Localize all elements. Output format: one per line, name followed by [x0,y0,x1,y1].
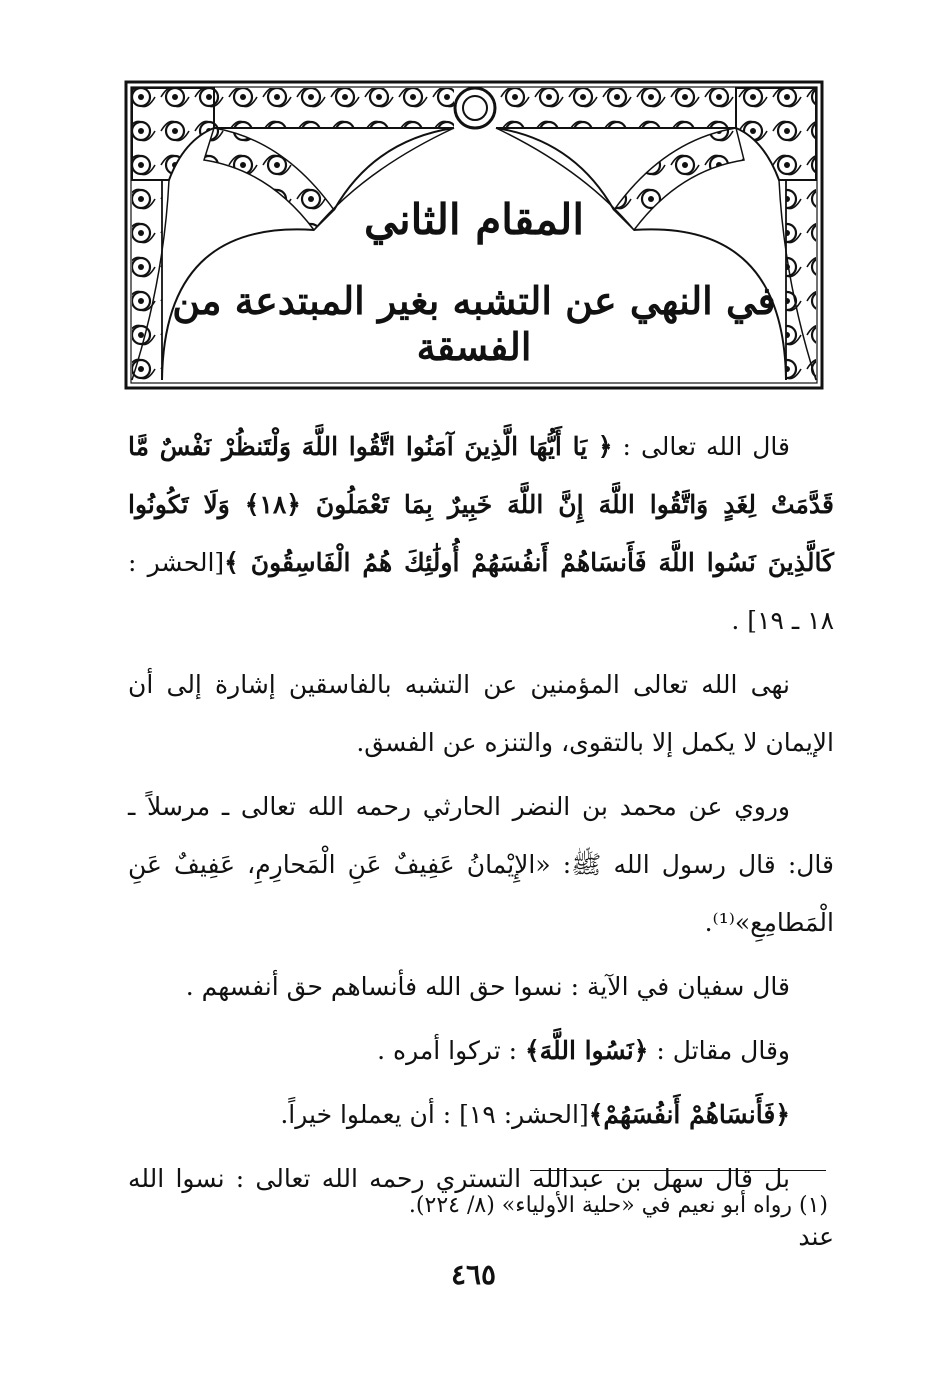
paragraph-muqatil [128,1022,834,1080]
paragraph-sufyan: قال سفيان في الآية : نسوا حق الله فأنساهم حق أنفسهم . [185,972,790,1001]
footnote: (١) رواه أبو نعيم في «حلية الأولياء» (٨/ ٢٢٤). [408,1193,828,1218]
paragraph-hadith: وروي عن محمد بن النضر الحارثي رحمه الله تعالى ـ مرسلاً ـ قال: قال رسول الله ﷺ: «الإِيْمانُ عَفِيفٌ عَنِ الْمَحارِمِ، عَفِيفٌ عَنِ الْمَطامِعِ»⁽¹⁾. [128,792,834,937]
paragraph-sahl: بل قال سهل بن عبدالله التستري رحمه الله تعالى : نسوا الله عند [128,1164,834,1251]
chapter-subtitle: في النهي عن التشبه بغير المبتدعة من الفسقة [172,278,776,369]
verse-reference: [الحشر : ١٨ ـ ١٩] . [128,548,834,635]
muqatil-intro: وقال مقاتل : [648,1036,790,1065]
quran-quote: ﴿فَأَنسَاهُمْ أَنفُسَهُمْ﴾ [588,1100,790,1129]
verse-intro: قال الله تعالى : [612,432,790,461]
chapter-title: المقام الثاني [363,195,585,244]
paragraph-commentary: نهى الله تعالى المؤمنين عن التشبه بالفاسقين إشارة إلى أن الإيمان لا يكمل إلا بالتقوى، والتنزه عن الفسق. [128,670,834,757]
quran-quote: ﴿نَسُوا اللَّهَ﴾ [525,1036,649,1065]
footnote-divider [530,1170,826,1171]
page-number: ٤٦٥ [450,1258,497,1291]
paragraph-ansahum [128,1086,834,1144]
ansahum-explanation: [الحشر: ١٩] : أن يعملوا خيراً. [280,1100,589,1129]
body-text [128,418,834,1272]
muqatil-explanation: : تركوا أمره . [377,1036,525,1065]
quran-quote: ﴿ يَا أَيُّهَا الَّذِينَ آمَنُوا اتَّقُوا اللَّهَ وَلْتَنظُرْ نَفْسٌ مَّا قَدَّمَتْ لِغَدٍ وَاتَّقُوا اللَّهَ إِنَّ اللَّهَ خَبِيرٌ بِمَا تَعْمَلُونَ ﴿١٨﴾ وَلَا تَكُونُوا كَالَّذِينَ نَسُوا اللَّهَ فَأَنسَاهُمْ أَنفُسَهُمْ أُولَٰئِكَ هُمُ الْفَاسِقُونَ ﴾ [128,432,835,577]
paragraph-quran-verse [128,418,834,650]
